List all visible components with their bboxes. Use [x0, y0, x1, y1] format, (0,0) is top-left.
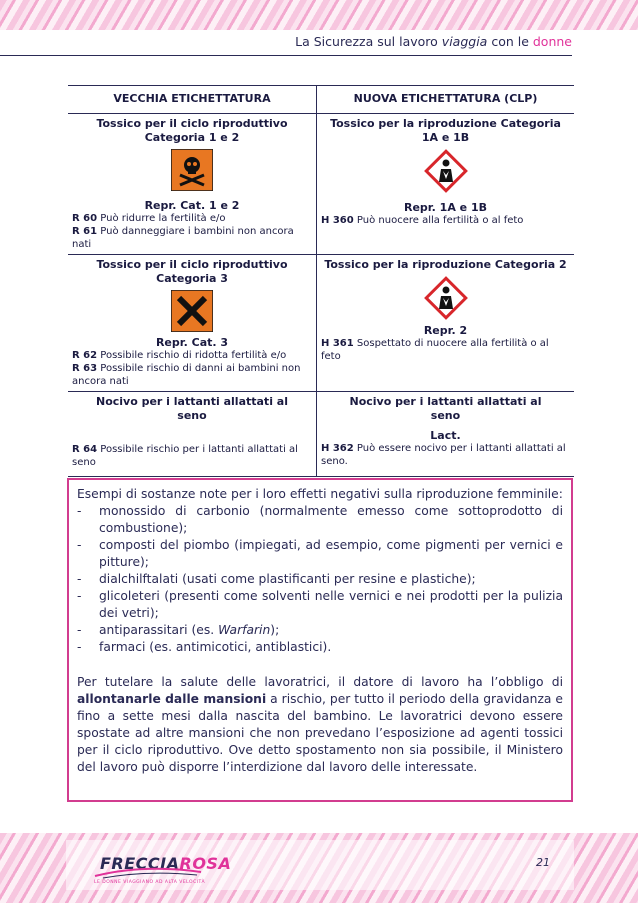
box-paragraph: Per tutelare la salute delle lavoratrici, il datore di lavoro ha l’obbligo di allontanarle dalle mansioni a rischio, per tutto il periodo della gravidanza e fino a sette mesi dalla nascita del bambino. Le lavoratrici devono essere spostate ad altre mansioni che non prevedano l’esposizione ad agenti tossici per il ciclo riproduttivo. Ove detto spostamento non sia possibile, il Ministero del lavoro può disporre l’interdizione dal lavoro delle interessate. [77, 675, 564, 774]
category-title: Nocivo per i lattanti allattati al seno [95, 395, 288, 422]
column-header-old: VECCHIA ETICHETTATURA [68, 86, 317, 114]
new-cell [317, 392, 575, 477]
list-item: - glicoleteri (presenti come solventi nelle vernici e nei prodotti per la pulizia dei vetri); [77, 588, 563, 622]
substance-list [77, 503, 563, 656]
repr-label: Repr. Cat. 1 e 2 [144, 199, 240, 212]
risk-phrase: R 62 Possibile rischio di ridotta fertilità e/o [72, 350, 287, 361]
category-title: Tossico per la riproduzione Categoria 2 [324, 258, 567, 271]
page-number: 21 [536, 856, 550, 869]
category-title: Tossico per il ciclo riproduttivo Categoria 1 e 2 [96, 117, 288, 144]
risk-phrase: R 60 Può ridurre la fertilità e/o [72, 213, 226, 224]
table-header-row [68, 86, 574, 114]
risk-phrase: R 63 Possibile rischio di danni ai bambini non ancora nati [72, 363, 301, 387]
hazard-phrase: H 362 Può essere nocivo per i lattanti allattati al seno. [321, 443, 566, 467]
list-item: - dialchilftalati (usati come plastificanti per resine e plastiche); [77, 571, 563, 588]
table-row [68, 255, 574, 392]
health-hazard-icon [424, 276, 468, 320]
list-item: - farmaci (es. antimicotici, antiblastici). [77, 639, 563, 656]
risk-phrase: R 61 Può danneggiare i bambini non ancora nati [72, 226, 294, 250]
new-cell [317, 255, 575, 392]
list-item: - composti del piombo (impiegati, ad esempio, come pigmenti per vernici e pitture); [77, 537, 563, 571]
repr-label: Repr. Cat. 3 [155, 336, 229, 349]
list-item: - antiparassitari (es. Warfarin); [77, 622, 563, 639]
table-row [68, 114, 574, 255]
risk-phrase: R 64 Possibile rischio per i lattanti allattati al seno [72, 444, 298, 468]
new-cell [317, 114, 575, 255]
header-rule [0, 55, 572, 56]
harmful-x-icon [171, 290, 213, 332]
box-intro: Esempi di sostanze note per i loro effetti negativi sulla riproduzione femminile: [77, 487, 563, 501]
column-header-new: NUOVA ETICHETTATURA (CLP) [317, 86, 575, 114]
running-header: La Sicurezza sul lavoro viaggia con le donne [295, 34, 572, 49]
old-cell [68, 114, 317, 255]
info-box [67, 478, 573, 802]
hazard-phrase: H 361 Sospettato di nuocere alla fertilità o al feto [321, 338, 549, 362]
category-title: Tossico per il ciclo riproduttivo Categoria 3 [96, 258, 288, 285]
labelling-table [68, 85, 574, 477]
category-title: Nocivo per i lattanti allattati al seno [349, 395, 542, 422]
repr-label: Repr. 2 [423, 324, 468, 337]
old-cell [68, 255, 317, 392]
health-hazard-icon [424, 149, 468, 193]
logo-tagline: LE DONNE VIAGGIANO AD ALTA VELOCITÀ [94, 880, 206, 885]
old-cell [68, 392, 317, 477]
category-title: Tossico per la riproduzione Categoria 1A e 1B [330, 117, 561, 144]
frecciarosa-logo: FRECCIAROSA [100, 854, 232, 873]
hazard-phrase: H 360 Può nuocere alla fertilità o al feto [321, 215, 524, 226]
repr-label: Repr. 1A e 1B [404, 201, 487, 214]
repr-label: Lact. [430, 429, 461, 442]
skull-crossbones-icon [171, 149, 213, 191]
table-row [68, 392, 574, 477]
logo-swoosh-icon [93, 866, 203, 880]
list-item: - monossido di carbonio (normalmente emesso come sottoprodotto di combustione); [77, 503, 563, 537]
